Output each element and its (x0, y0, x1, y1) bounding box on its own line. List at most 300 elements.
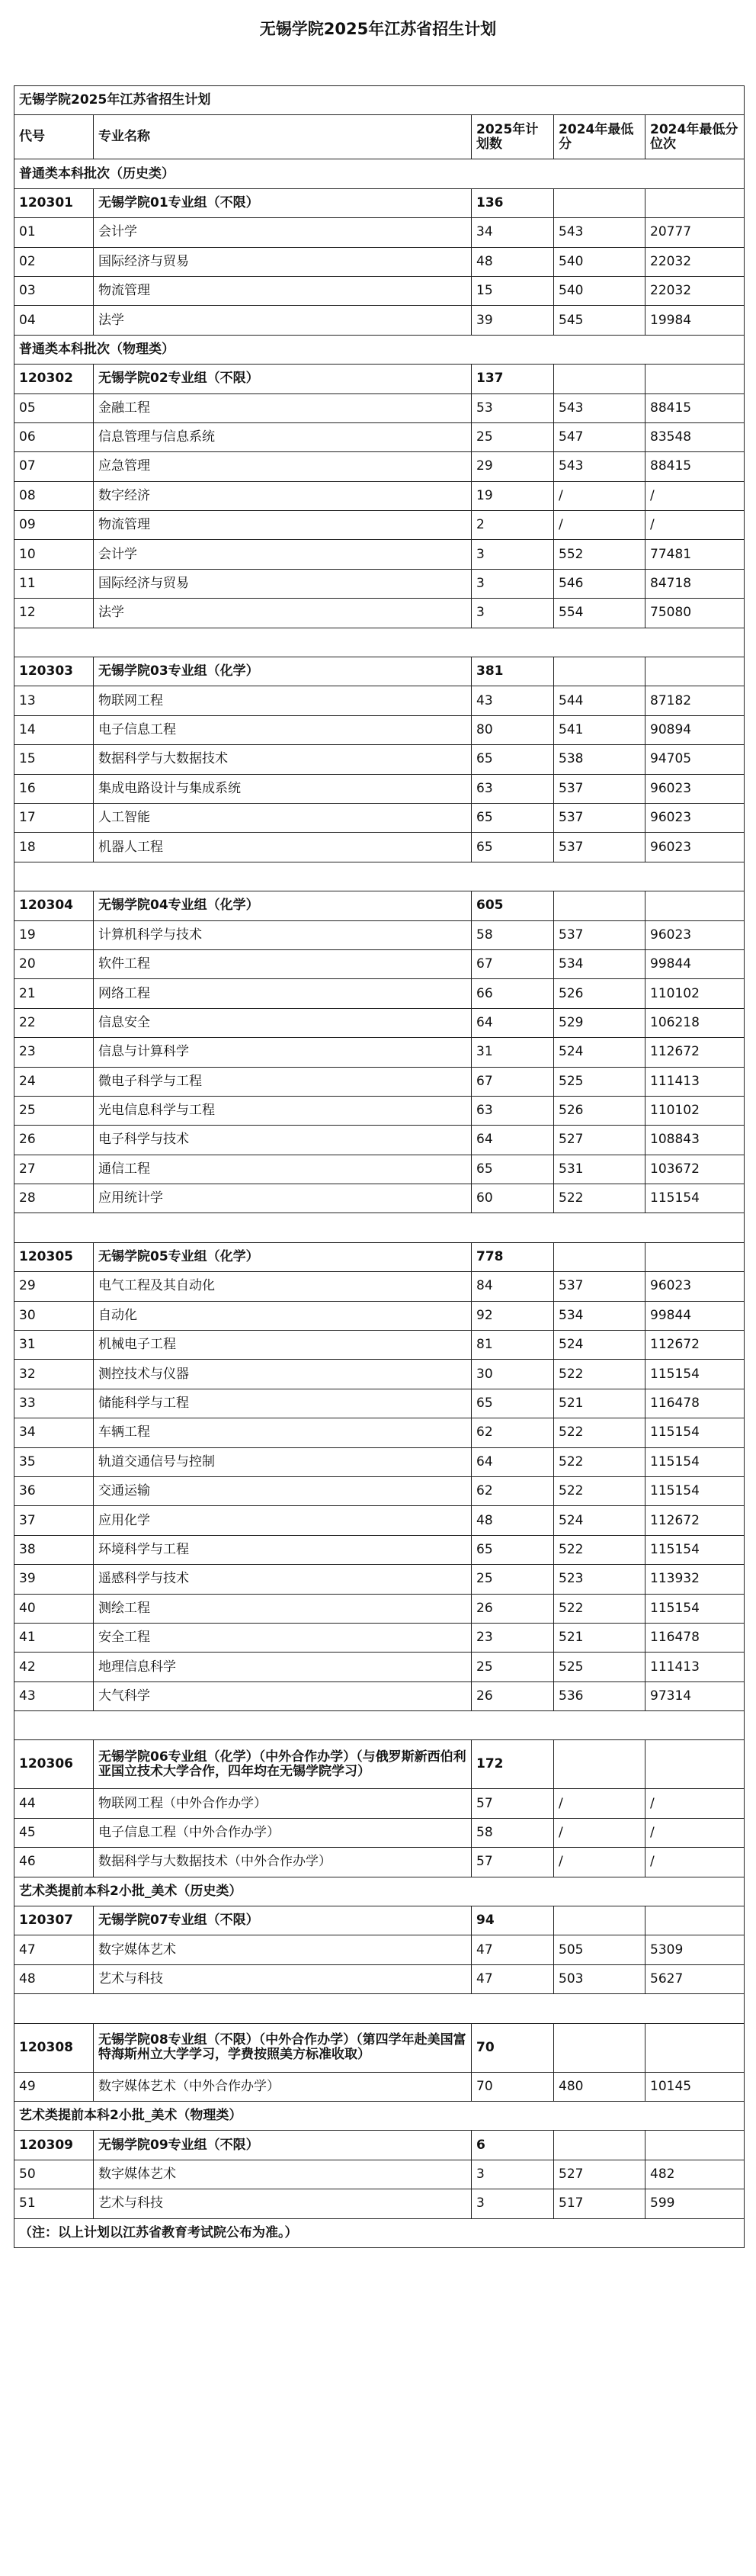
plan-count: 70 (472, 2072, 554, 2101)
plan-count: 2 (472, 511, 554, 540)
group-plan: 137 (472, 365, 554, 393)
table-row (14, 2160, 745, 2189)
min-score: 538 (554, 745, 645, 774)
table-row (14, 599, 745, 628)
spacer-cell (14, 628, 745, 657)
page-title: 无锡学院2025年江苏省招生计划 (259, 20, 497, 38)
major-code: 12 (14, 599, 94, 628)
min-score: 521 (554, 1623, 645, 1652)
group-name: 无锡学院03专业组（化学） (94, 657, 472, 686)
group-plan: 778 (472, 1242, 554, 1271)
plan-count: 81 (472, 1331, 554, 1360)
major-name: 电子科学与技术 (94, 1126, 472, 1155)
group-row (14, 365, 745, 393)
min-score: / (554, 1848, 645, 1877)
group-empty-cell (554, 1242, 645, 1271)
plan-count: 67 (472, 1067, 554, 1096)
min-rank: 99844 (645, 949, 745, 978)
min-score: / (554, 1818, 645, 1847)
table-row (14, 481, 745, 510)
group-code: 120302 (14, 365, 94, 393)
major-code: 44 (14, 1789, 94, 1818)
major-code: 28 (14, 1184, 94, 1213)
min-score: 529 (554, 1008, 645, 1037)
min-score: 545 (554, 306, 645, 335)
header-code: 代号 (14, 115, 94, 159)
table-row (14, 1155, 745, 1184)
major-code: 19 (14, 920, 94, 949)
group-plan: 136 (472, 188, 554, 217)
min-score: 540 (554, 276, 645, 305)
group-empty-cell (554, 2023, 645, 2072)
plan-count: 39 (472, 306, 554, 335)
group-code: 120306 (14, 1740, 94, 1789)
table-row (14, 1789, 745, 1818)
spacer-row (14, 862, 745, 891)
table-row (14, 1008, 745, 1037)
min-score: 543 (554, 218, 645, 247)
spacer-row (14, 1711, 745, 1740)
group-row (14, 1242, 745, 1271)
major-name: 通信工程 (94, 1155, 472, 1184)
header-major: 专业名称 (94, 115, 472, 159)
group-name: 无锡学院08专业组（不限）（中外合作办学）（第四学年赴美国富特海斯州立大学学习，学费按照美方标准收取） (94, 2023, 472, 2072)
table-row (14, 1360, 745, 1389)
table-row (14, 1447, 745, 1476)
table-row (14, 511, 745, 540)
group-empty-cell (554, 891, 645, 920)
min-rank: 88415 (645, 452, 745, 481)
major-code: 10 (14, 540, 94, 569)
major-name: 物联网工程（中外合作办学） (94, 1789, 472, 1818)
major-code: 37 (14, 1506, 94, 1535)
table-row (14, 1418, 745, 1447)
min-score: 525 (554, 1653, 645, 1681)
plan-count: 15 (472, 276, 554, 305)
min-rank: 110102 (645, 1096, 745, 1125)
group-row (14, 891, 745, 920)
min-score: 524 (554, 1331, 645, 1360)
table-row (14, 1623, 745, 1652)
plan-count: 47 (472, 1964, 554, 1993)
min-rank: 96023 (645, 920, 745, 949)
header-plan-2025: 2025年计划数 (472, 115, 554, 159)
section-row (14, 2102, 745, 2131)
min-rank: 115154 (645, 1535, 745, 1564)
plan-count: 84 (472, 1272, 554, 1301)
major-name: 信息安全 (94, 1008, 472, 1037)
table-row (14, 715, 745, 744)
table-row (14, 1653, 745, 1681)
plan-count: 57 (472, 1848, 554, 1877)
min-rank: / (645, 511, 745, 540)
table-row (14, 276, 745, 305)
plan-count: 62 (472, 1476, 554, 1505)
major-name: 大气科学 (94, 1681, 472, 1710)
plan-count: 47 (472, 1935, 554, 1964)
min-rank: 111413 (645, 1653, 745, 1681)
spacer-row (14, 628, 745, 657)
min-rank: 116478 (645, 1623, 745, 1652)
min-rank: 84718 (645, 569, 745, 598)
table-row (14, 949, 745, 978)
group-code: 120303 (14, 657, 94, 686)
spacer-row (14, 1213, 745, 1242)
major-name: 物流管理 (94, 511, 472, 540)
min-score: 541 (554, 715, 645, 744)
group-empty-cell (645, 2131, 745, 2160)
section-row (14, 159, 745, 188)
header-min-rank-2024: 2024年最低分位次 (645, 115, 745, 159)
plan-count: 63 (472, 774, 554, 803)
major-name: 微电子科学与工程 (94, 1067, 472, 1096)
plan-count: 64 (472, 1447, 554, 1476)
plan-count: 65 (472, 833, 554, 862)
plan-count: 65 (472, 745, 554, 774)
major-name: 测绘工程 (94, 1594, 472, 1623)
min-score: 503 (554, 1964, 645, 1993)
min-score: 522 (554, 1184, 645, 1213)
major-name: 电子信息工程 (94, 715, 472, 744)
plan-count: 64 (472, 1126, 554, 1155)
table-row (14, 247, 745, 276)
min-rank: 20777 (645, 218, 745, 247)
major-name: 信息与计算科学 (94, 1038, 472, 1067)
group-name: 无锡学院01专业组（不限） (94, 188, 472, 217)
major-name: 法学 (94, 599, 472, 628)
major-code: 14 (14, 715, 94, 744)
spacer-cell (14, 1711, 745, 1740)
group-row (14, 1906, 745, 1935)
major-code: 35 (14, 1447, 94, 1476)
major-name: 光电信息科学与工程 (94, 1096, 472, 1125)
group-row (14, 657, 745, 686)
table-row (14, 1067, 745, 1096)
major-code: 07 (14, 452, 94, 481)
min-rank: 111413 (645, 1067, 745, 1096)
table-row (14, 1096, 745, 1125)
table-row (14, 833, 745, 862)
header-min-score-2024: 2024年最低分 (554, 115, 645, 159)
group-plan: 94 (472, 1906, 554, 1935)
min-rank: 599 (645, 2189, 745, 2218)
major-code: 40 (14, 1594, 94, 1623)
plan-count: 43 (472, 686, 554, 715)
section-title: 艺术类提前本科2小批_美术（物理类） (14, 2102, 745, 2131)
min-score: 525 (554, 1067, 645, 1096)
min-rank: 22032 (645, 247, 745, 276)
spacer-cell (14, 1994, 745, 2023)
plan-count: 67 (472, 949, 554, 978)
min-rank: 87182 (645, 686, 745, 715)
group-name: 无锡学院02专业组（不限） (94, 365, 472, 393)
major-name: 物流管理 (94, 276, 472, 305)
major-code: 36 (14, 1476, 94, 1505)
major-code: 33 (14, 1389, 94, 1418)
plan-count: 26 (472, 1594, 554, 1623)
plan-count: 25 (472, 1565, 554, 1594)
min-rank: 99844 (645, 1301, 745, 1330)
major-code: 29 (14, 1272, 94, 1301)
min-rank: / (645, 1848, 745, 1877)
min-score: 517 (554, 2189, 645, 2218)
table-row (14, 569, 745, 598)
min-score: 546 (554, 569, 645, 598)
group-name: 无锡学院04专业组（化学） (94, 891, 472, 920)
table-row (14, 1535, 745, 1564)
major-code: 50 (14, 2160, 94, 2189)
major-code: 17 (14, 803, 94, 832)
min-rank: 115154 (645, 1184, 745, 1213)
major-code: 39 (14, 1565, 94, 1594)
plan-count: 65 (472, 803, 554, 832)
plan-count: 48 (472, 1506, 554, 1535)
major-code: 18 (14, 833, 94, 862)
group-row (14, 1740, 745, 1789)
major-name: 数字经济 (94, 481, 472, 510)
min-score: / (554, 511, 645, 540)
plan-count: 19 (472, 481, 554, 510)
plan-count: 64 (472, 1008, 554, 1037)
major-name: 集成电路设计与集成系统 (94, 774, 472, 803)
group-empty-cell (645, 2023, 745, 2072)
major-name: 数据科学与大数据技术（中外合作办学） (94, 1848, 472, 1877)
min-rank: 90894 (645, 715, 745, 744)
min-rank: 75080 (645, 599, 745, 628)
table-row (14, 920, 745, 949)
min-rank: 112672 (645, 1038, 745, 1067)
group-code: 120308 (14, 2023, 94, 2072)
plan-count: 3 (472, 2189, 554, 2218)
major-name: 应用统计学 (94, 1184, 472, 1213)
plan-count: 30 (472, 1360, 554, 1389)
table-row (14, 393, 745, 422)
min-score: 531 (554, 1155, 645, 1184)
min-score: 534 (554, 949, 645, 978)
table-row (14, 218, 745, 247)
min-score: 537 (554, 920, 645, 949)
plan-count: 58 (472, 920, 554, 949)
table-row (14, 422, 745, 451)
plan-count: 48 (472, 247, 554, 276)
major-code: 25 (14, 1096, 94, 1125)
group-code: 120309 (14, 2131, 94, 2160)
group-code: 120307 (14, 1906, 94, 1935)
major-code: 16 (14, 774, 94, 803)
major-code: 30 (14, 1301, 94, 1330)
table-row (14, 1818, 745, 1847)
spacer-row (14, 1994, 745, 2023)
group-plan: 381 (472, 657, 554, 686)
major-name: 电子信息工程（中外合作办学） (94, 1818, 472, 1847)
major-name: 机器人工程 (94, 833, 472, 862)
group-name: 无锡学院06专业组（化学）（中外合作办学）（与俄罗斯新西伯利亚国立技术大学合作，四年均在无锡学院学习） (94, 1740, 472, 1789)
group-empty-cell (554, 188, 645, 217)
min-rank: 115154 (645, 1594, 745, 1623)
min-rank: 5627 (645, 1964, 745, 1993)
major-code: 04 (14, 306, 94, 335)
min-score: 537 (554, 803, 645, 832)
min-score: 522 (554, 1476, 645, 1505)
table-row (14, 1565, 745, 1594)
table-row (14, 2072, 745, 2101)
plan-count: 34 (472, 218, 554, 247)
major-name: 网络工程 (94, 979, 472, 1008)
major-name: 数据科学与大数据技术 (94, 745, 472, 774)
group-row (14, 188, 745, 217)
plan-count: 57 (472, 1789, 554, 1818)
major-name: 数字媒体艺术 (94, 2160, 472, 2189)
group-plan: 6 (472, 2131, 554, 2160)
table-row (14, 1935, 745, 1964)
min-rank: 10145 (645, 2072, 745, 2101)
plan-count: 80 (472, 715, 554, 744)
min-rank: 96023 (645, 774, 745, 803)
spacer-cell (14, 862, 745, 891)
plan-count: 23 (472, 1623, 554, 1652)
major-name: 安全工程 (94, 1623, 472, 1652)
min-score: 521 (554, 1389, 645, 1418)
major-code: 45 (14, 1818, 94, 1847)
min-score: / (554, 481, 645, 510)
group-empty-cell (554, 1906, 645, 1935)
major-code: 41 (14, 1623, 94, 1652)
major-code: 26 (14, 1126, 94, 1155)
major-code: 13 (14, 686, 94, 715)
group-empty-cell (645, 657, 745, 686)
group-row (14, 2131, 745, 2160)
table-row (14, 686, 745, 715)
major-name: 信息管理与信息系统 (94, 422, 472, 451)
plan-count: 92 (472, 1301, 554, 1330)
group-name: 无锡学院05专业组（化学） (94, 1242, 472, 1271)
min-score: 537 (554, 774, 645, 803)
table-title: 无锡学院2025年江苏省招生计划 (14, 86, 745, 115)
section-row (14, 335, 745, 364)
major-name: 软件工程 (94, 949, 472, 978)
min-rank: 115154 (645, 1418, 745, 1447)
table-row (14, 1681, 745, 1710)
major-name: 会计学 (94, 540, 472, 569)
min-rank: 106218 (645, 1008, 745, 1037)
plan-count: 29 (472, 452, 554, 481)
group-empty-cell (645, 365, 745, 393)
min-score: 547 (554, 422, 645, 451)
major-code: 09 (14, 511, 94, 540)
min-rank: 88415 (645, 393, 745, 422)
major-code: 11 (14, 569, 94, 598)
min-rank: 112672 (645, 1506, 745, 1535)
major-code: 27 (14, 1155, 94, 1184)
major-code: 46 (14, 1848, 94, 1877)
group-plan: 172 (472, 1740, 554, 1789)
major-name: 数字媒体艺术 (94, 1935, 472, 1964)
major-code: 51 (14, 2189, 94, 2218)
min-rank: 19984 (645, 306, 745, 335)
table-row (14, 745, 745, 774)
plan-count: 65 (472, 1389, 554, 1418)
major-code: 49 (14, 2072, 94, 2101)
major-name: 电气工程及其自动化 (94, 1272, 472, 1301)
min-rank: 113932 (645, 1565, 745, 1594)
major-name: 环境科学与工程 (94, 1535, 472, 1564)
min-rank: / (645, 1818, 745, 1847)
group-plan: 605 (472, 891, 554, 920)
major-code: 42 (14, 1653, 94, 1681)
min-score: 522 (554, 1360, 645, 1389)
plan-count: 66 (472, 979, 554, 1008)
major-code: 34 (14, 1418, 94, 1447)
section-row (14, 1877, 745, 1906)
min-rank: 22032 (645, 276, 745, 305)
group-code: 120304 (14, 891, 94, 920)
major-name: 应急管理 (94, 452, 472, 481)
section-title: 普通类本科批次（物理类） (14, 335, 745, 364)
major-name: 艺术与科技 (94, 1964, 472, 1993)
group-empty-cell (645, 1740, 745, 1789)
min-score: 534 (554, 1301, 645, 1330)
min-score: 522 (554, 1535, 645, 1564)
min-rank: 83548 (645, 422, 745, 451)
table-row (14, 979, 745, 1008)
table-row (14, 1301, 745, 1330)
table-row (14, 1506, 745, 1535)
major-code: 31 (14, 1331, 94, 1360)
plan-count: 3 (472, 569, 554, 598)
table-row (14, 1038, 745, 1067)
min-score: 524 (554, 1506, 645, 1535)
min-score: 537 (554, 1272, 645, 1301)
min-score: 526 (554, 1096, 645, 1125)
major-name: 储能科学与工程 (94, 1389, 472, 1418)
min-score: / (554, 1789, 645, 1818)
min-score: 536 (554, 1681, 645, 1710)
min-rank: 115154 (645, 1476, 745, 1505)
major-code: 32 (14, 1360, 94, 1389)
major-code: 21 (14, 979, 94, 1008)
group-name: 无锡学院07专业组（不限） (94, 1906, 472, 1935)
plan-count: 31 (472, 1038, 554, 1067)
min-score: 522 (554, 1447, 645, 1476)
enrollment-plan-table (14, 85, 745, 2248)
major-code: 03 (14, 276, 94, 305)
major-name: 遥感科学与技术 (94, 1565, 472, 1594)
major-name: 数字媒体艺术（中外合作办学） (94, 2072, 472, 2101)
major-name: 国际经济与贸易 (94, 247, 472, 276)
group-empty-cell (554, 365, 645, 393)
group-empty-cell (554, 1740, 645, 1789)
min-rank: 482 (645, 2160, 745, 2189)
min-rank: 96023 (645, 803, 745, 832)
min-score: 505 (554, 1935, 645, 1964)
major-code: 22 (14, 1008, 94, 1037)
min-rank: 110102 (645, 979, 745, 1008)
major-name: 物联网工程 (94, 686, 472, 715)
table-row (14, 774, 745, 803)
major-name: 人工智能 (94, 803, 472, 832)
major-code: 48 (14, 1964, 94, 1993)
major-code: 01 (14, 218, 94, 247)
table-row (14, 1389, 745, 1418)
plan-count: 65 (472, 1535, 554, 1564)
table-title-row (14, 86, 745, 115)
min-rank: 97314 (645, 1681, 745, 1710)
major-name: 金融工程 (94, 393, 472, 422)
plan-count: 60 (472, 1184, 554, 1213)
major-code: 06 (14, 422, 94, 451)
min-rank: 94705 (645, 745, 745, 774)
group-row (14, 2023, 745, 2072)
